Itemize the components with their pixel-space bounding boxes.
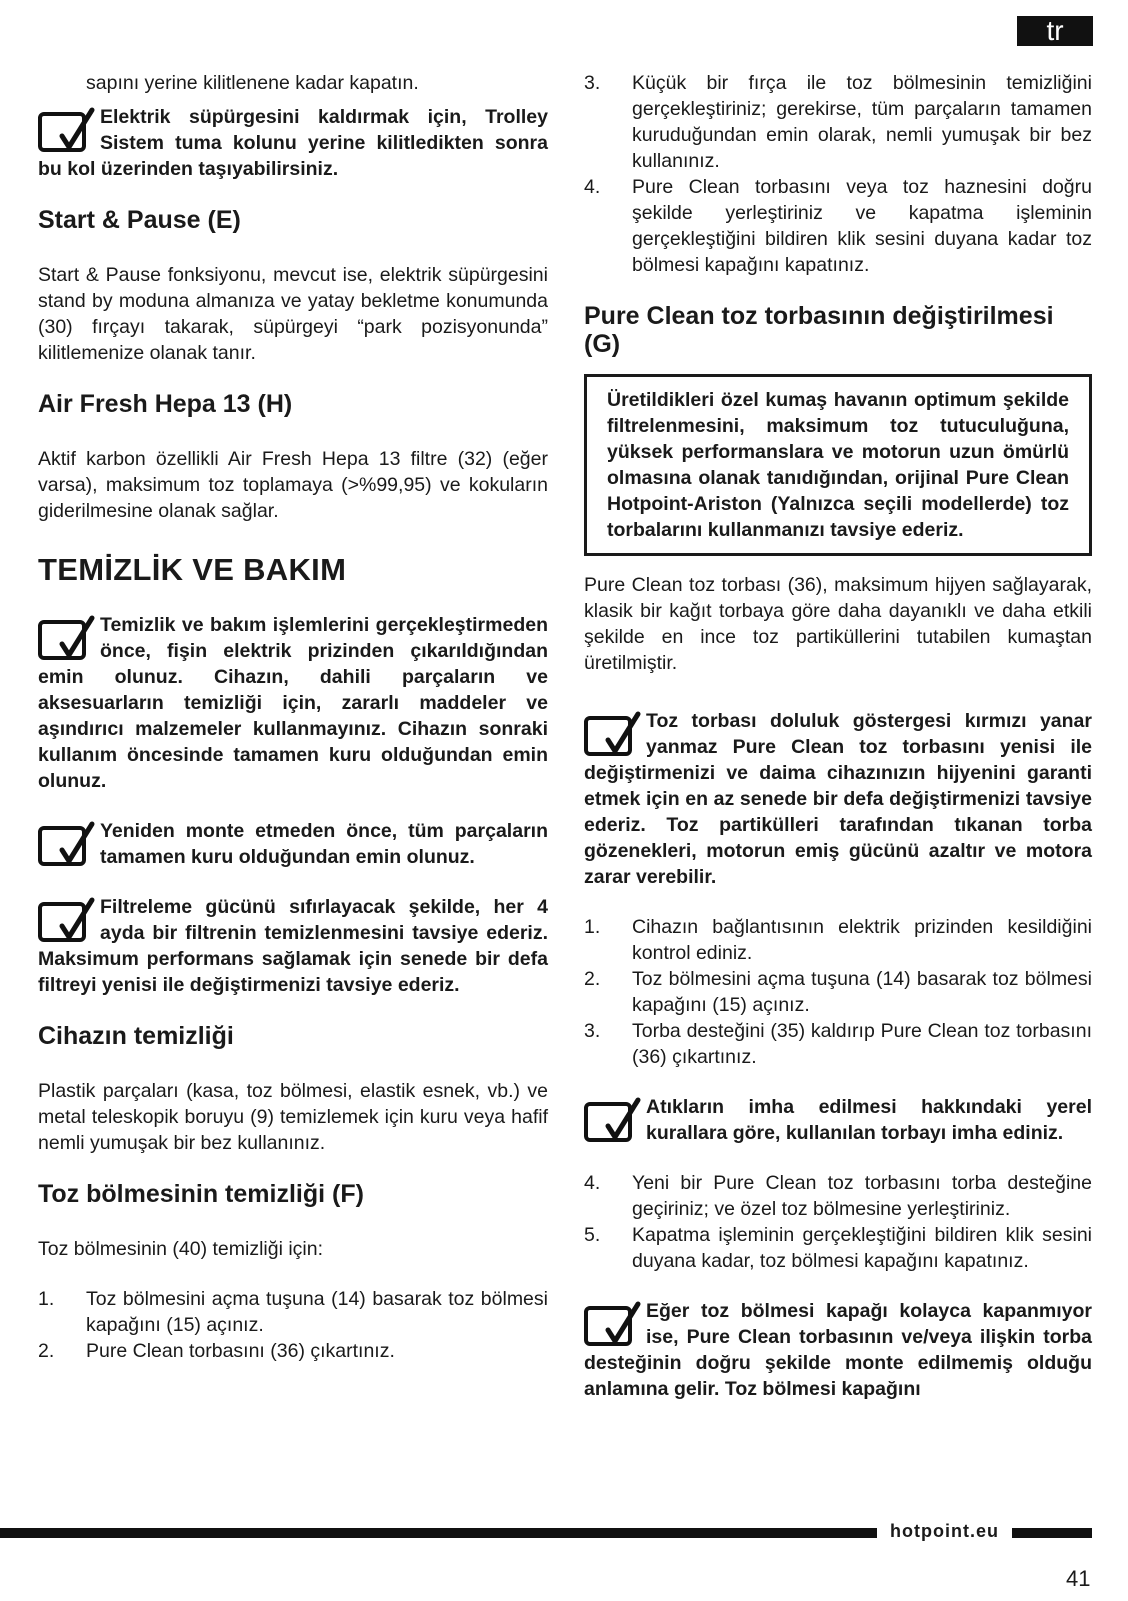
- checkbox-check-icon: [38, 614, 98, 662]
- heading-cleaning-maintenance: TEMİZLİK VE BAKIM: [38, 552, 347, 587]
- heading-start-pause: Start & Pause (E): [38, 206, 241, 234]
- footer-rule-right: [1012, 1528, 1092, 1538]
- checkbox-check-icon: [584, 1300, 644, 1348]
- note-bag-indicator: Toz torbası doluluk göstergesi kırmızı yanar yanmaz Pure Clean toz torbasını yenisi ile değiştirmenizi ve daima cihazınızın hijyenini garanti etmek için en az senede bir defa değiştirmenizi tavsiye ederiz. Toz partikülleri tarafından tıkanan torba gözenekleri, motorun emiş gücünü azaltır ve motora zarar verebilir.: [584, 710, 1092, 888]
- right-column: [584, 70, 1092, 1402]
- paragraph-dust-cleaning: Toz bölmesinin (40) temizliği için:: [38, 1238, 324, 1260]
- heading-bag-replacement: Pure Clean toz torbasının değiştirilmesi (G): [584, 302, 1054, 358]
- list-item: 1. Cihazın bağlantısının elektrik prizinden kesildiğini kontrol ediniz.: [584, 916, 1092, 964]
- heading-device-cleaning: Cihazın temizliği: [38, 1022, 234, 1050]
- checkbox-check-icon: [38, 896, 98, 944]
- right-steps-list-2: [584, 914, 1092, 1070]
- note-unplug: Temizlik ve bakım işlemlerini gerçekleştirmeden önce, fişin elektrik prizinden çıkarıldığından emin olunuz. Cihazın, dahili parçaların ve aksesuarların temizliği için, zararlı maddeler ve aşındırıcı malzemeler kullanmayınız. Cihazın sonraki kullanım öncesinde tamamen kuru olduğundan emin olunuz.: [38, 614, 548, 792]
- left-column: [38, 70, 548, 1364]
- paragraph-start-pause: Start & Pause fonksiyonu, mevcut ise, elektrik süpürgesini stand by moduna almanıza ve yatay bekletme konumunda (30) fırçayı takarak, süpürgeyi “park pozisyonunda” kilitlemenize olanak tanır.: [38, 264, 548, 364]
- recommendation-box: Üretildikleri özel kumaş havanın optimum şekilde filtrelenmesini, maksimum toz tutuculuğuna, yüksek performanslara ve motorun uzun ömürlü olmasına olanak tanıdığından, orijinal Pure Clean Hotpoint-Ariston (Yalnızca seçili modellerde) toz torbalarını kullanmanızı tavsiye ederiz.: [584, 374, 1092, 556]
- page-number: 41: [1066, 1566, 1091, 1591]
- footer-rule-left: [0, 1528, 877, 1538]
- note-dry-parts: Yeniden monte etmeden önce, tüm parçaların tamamen kuru olduğundan emin olunuz.: [38, 818, 548, 870]
- right-steps-list-1: [584, 70, 1092, 278]
- checkbox-check-icon: [584, 1096, 644, 1144]
- list-item: 2. Toz bölmesini açma tuşuna (14) basarak toz bölmesi kapağını (15) açınız.: [584, 968, 1092, 1016]
- right-steps-list-3: [584, 1170, 1092, 1274]
- checkbox-check-icon: [38, 820, 98, 868]
- heading-dust-cleaning: Toz bölmesinin temizliği (F): [38, 1180, 364, 1208]
- list-item: 3. Küçük bir fırça ile toz bölmesinin temizliğini gerçekleştiriniz; gerekirse, tüm parçaların tamamen kuruduğundan emin olarak, nemli yumuşak bir bez kullanınız.: [584, 72, 1092, 172]
- note-lid-closing: Eğer toz bölmesi kapağı kolayca kapanmıyor ise, Pure Clean torbasının ve/veya ilişkin torba desteğinin doğru şekilde monte edilmemiş olduğu anlamına gelir. Toz bölmesi kapağını: [584, 1300, 1092, 1400]
- list-item: 3. Torba desteğini (35) kaldırıp Pure Clean toz torbasını (36) çıkartınız.: [584, 1020, 1092, 1068]
- list-item: 1. Toz bölmesini açma tuşuna (14) basarak toz bölmesi kapağını (15) açınız.: [38, 1288, 548, 1336]
- footer-website: hotpoint.eu: [890, 1521, 999, 1541]
- paragraph-bag: Pure Clean toz torbası (36), maksimum hijyen sağlayarak, klasik bir kağıt torbaya göre daha dayanıklı ve daha etkili şekilde en ince toz partiküllerini tutabilen kumaştan üretilmiştir.: [584, 574, 1092, 674]
- note-trolley: Elektrik süpürgesini kaldırmak için, Trolley Sistem tuma kolunu yerine kilitledikten sonra bu kol üzerinden taşıyabilirsiniz.: [38, 106, 548, 180]
- list-item: 2. Pure Clean torbasını (36) çıkartınız.: [38, 1340, 395, 1362]
- checkbox-check-icon: [584, 710, 644, 758]
- list-item: 4. Pure Clean torbasını veya toz haznesini doğru şekilde yerleştiriniz ve kapatma işleminin gerçekleştiğini bildiren klik sesini duyana kadar toz bölmesi kapağını kapatınız.: [584, 176, 1092, 276]
- paragraph-air-fresh: Aktif karbon özellikli Air Fresh Hepa 13 filtre (32) (eğer varsa), maksimum toz toplamaya (>%99,95) ve kokuların giderilmesine olanak sağlar.: [38, 448, 548, 522]
- left-steps-list: [38, 1286, 548, 1364]
- language-badge: tr: [1017, 16, 1093, 46]
- paragraph-device-cleaning: Plastik parçaları (kasa, toz bölmesi, elastik esnek, vb.) ve metal teleskopik boruyu (9) temizlemek için kuru veya hafif nemli yumuşak bir bez kullanınız.: [38, 1080, 548, 1154]
- note-disposal: Atıkların imha edilmesi hakkındaki yerel kurallara göre, kullanılan torbayı imha ediniz.: [584, 1094, 1092, 1146]
- list-item: 4. Yeni bir Pure Clean toz torbasını torba desteğine geçiriniz; ve özel toz bölmesine yerleştiriniz.: [584, 1172, 1092, 1220]
- list-item: 5. Kapatma işleminin gerçekleştiğini bildiren klik sesini duyana kadar, toz bölmesi kapağını kapatınız.: [584, 1224, 1092, 1272]
- note-filter: Filtreleme gücünü sıfırlayacak şekilde, her 4 ayda bir filtrenin temizlenmesini tavsiye ederiz. Maksimum performans sağlamak için senede bir defa filtreyi yenisi ile değiştirmenizi tavsiye ederiz.: [38, 896, 548, 996]
- checkbox-check-icon: [38, 106, 98, 154]
- continued-text: sapını yerine kilitlenene kadar kapatın.: [86, 72, 419, 94]
- heading-air-fresh: Air Fresh Hepa 13 (H): [38, 390, 293, 418]
